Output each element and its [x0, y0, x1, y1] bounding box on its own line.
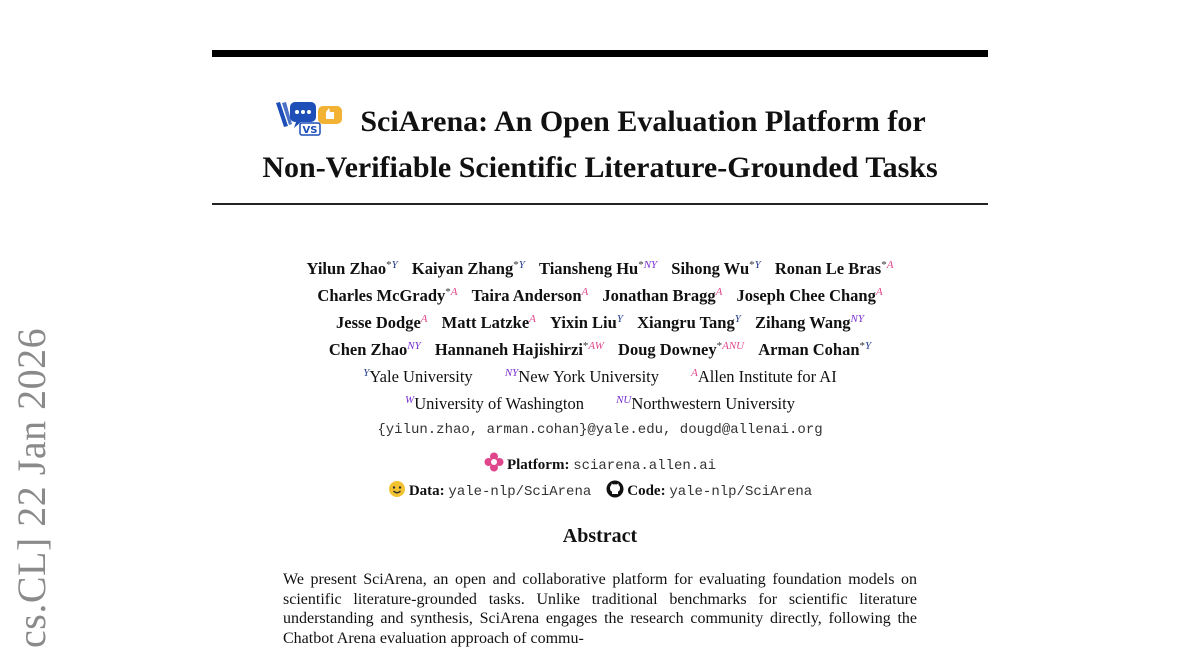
author: Taira Anderson$^A$ — [471, 286, 589, 305]
title-line-1: SciArena: An Open Evaluation Platform for — [360, 105, 926, 138]
affiliation-nyu: $^{NY}$New York University — [504, 367, 659, 386]
platform-link[interactable]: sciarena.allen.ai — [573, 458, 717, 474]
svg-text:VS: VS — [302, 125, 318, 136]
author-row-1 — [212, 255, 988, 282]
author-block — [212, 255, 988, 444]
title-bottom-rule — [212, 203, 988, 205]
resource-links — [212, 452, 988, 506]
sciarena-logo-icon — [274, 97, 352, 148]
author-row-3 — [212, 309, 988, 336]
author: Ronan Le Bras$^{*A}$ — [774, 259, 894, 278]
author: Jesse Dodge$^A$ — [336, 313, 428, 332]
abstract-text: We present SciArena, an open and collaborative platform for evaluating foundation models on scientific literature-grounded tasks. Unlike traditional benchmarks for scientific literature understanding and synthesis, SciArena engages the research community directly, following the Chatbot Arena evaluation approach of commu- — [283, 571, 917, 647]
platform-flower-icon — [484, 452, 504, 480]
github-icon — [606, 480, 624, 506]
platform-label: Platform: — [506, 457, 570, 473]
author: Tiansheng $Hu^{*NY}$ — [539, 259, 658, 278]
author: Doug Downey$^{*ANU}$ — [618, 340, 745, 359]
arxiv-stamp: cs.CL] 22 Jan 2026 — [9, 327, 54, 648]
code-label: Code: — [627, 483, 666, 499]
author: Matt Latzke$^A$ — [441, 313, 536, 332]
author: Xiangru Tang$^Y$ — [637, 313, 741, 332]
author: Hannaneh Hajishirzi$^{*AW}$ — [434, 340, 604, 359]
author: Chen Zhao$^{NY}$ — [328, 340, 421, 359]
author: Zihang Wang$^{NY}$ — [754, 313, 864, 332]
author: Charles McGrady$^{*A}$ — [317, 286, 458, 305]
data-label: Data: — [408, 483, 445, 499]
code-link[interactable]: yale-nlp/SciArena — [669, 484, 813, 500]
author: Jonathan Bragg$^A$ — [602, 286, 723, 305]
data-link[interactable]: yale-nlp/SciArena — [448, 484, 592, 500]
author-row-2 — [212, 282, 988, 309]
author: Kaiyan Zhang$^{*Y}$ — [411, 259, 525, 278]
author: Joseph Chee Chang$^A$ — [736, 286, 883, 305]
author: Sihong $Wu^{*Y}$ — [671, 259, 761, 278]
hugging-face-icon — [388, 480, 406, 506]
paper-title — [212, 97, 988, 188]
affiliation-row-1 — [212, 363, 988, 390]
affiliation-northwestern: $^{NU}$Northwestern University — [616, 394, 795, 413]
affiliation-ai2: $^A$Allen Institute for AI — [691, 367, 837, 386]
title-top-rule — [212, 50, 988, 57]
contact-emails: {yilun.zhao, arman.cohan}@yale.edu, dougd@allenai.org — [377, 422, 823, 438]
author: Yilun Zhao$^{*Y}$ — [306, 259, 398, 278]
abstract-heading: Abstract — [562, 525, 638, 547]
affiliation-yale: $^Y$Yale University — [363, 367, 473, 386]
title-line-2: Non-Verifiable Scientific Literature-Grounded Tasks — [262, 151, 938, 184]
author: Arman Cohan$^{*Y}$ — [758, 340, 872, 359]
affiliation-uw: $^W$University of Washington — [405, 394, 584, 413]
affiliation-row-2 — [212, 390, 988, 417]
author-row-4 — [212, 336, 988, 363]
author: Yixin Liu$^Y$ — [550, 313, 623, 332]
